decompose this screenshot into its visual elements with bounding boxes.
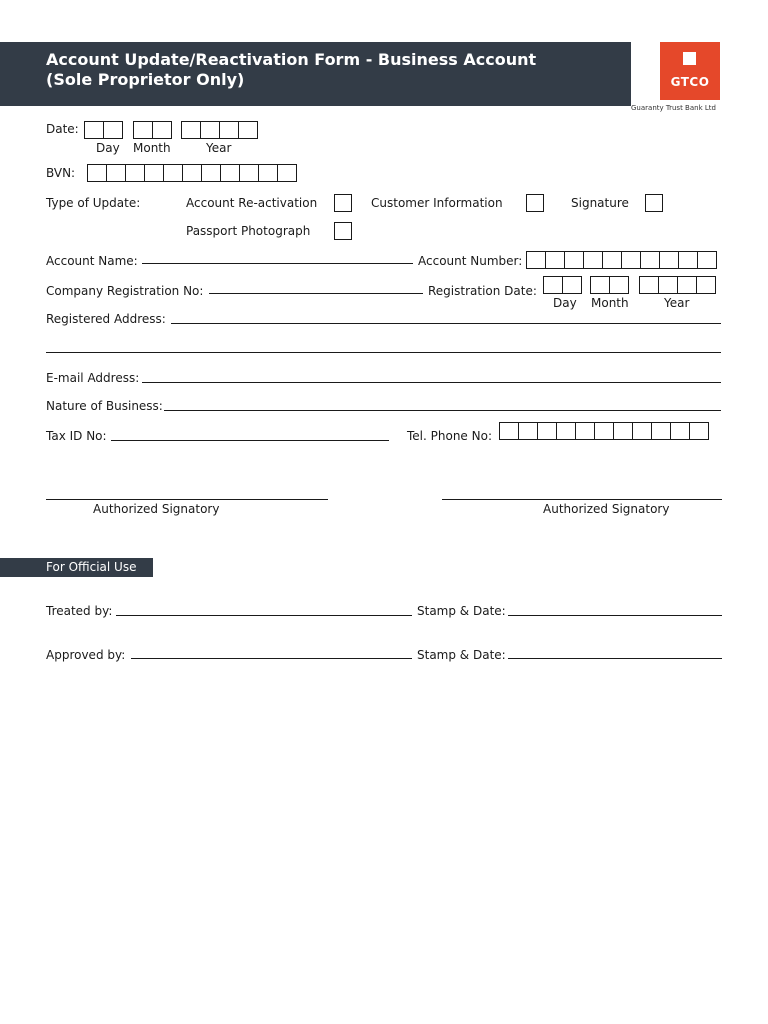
passport-checkbox[interactable] bbox=[334, 222, 352, 240]
bvn-label: BVN: bbox=[46, 166, 76, 180]
date-month-boxes[interactable] bbox=[133, 121, 172, 139]
nature-of-business-field[interactable] bbox=[164, 410, 721, 411]
signatory-1-line[interactable] bbox=[46, 499, 328, 500]
approved-by-label: Approved by: bbox=[46, 648, 126, 662]
reg-date-month-caption: Month bbox=[591, 296, 629, 310]
tax-id-label: Tax ID No: bbox=[46, 429, 107, 443]
stamp-date-field-2[interactable] bbox=[508, 658, 722, 659]
company-reg-field[interactable] bbox=[209, 293, 423, 294]
stamp-date-label-1: Stamp & Date: bbox=[417, 604, 506, 618]
date-label: Date: bbox=[46, 122, 79, 136]
stamp-date-field-1[interactable] bbox=[508, 615, 722, 616]
account-name-field[interactable] bbox=[142, 263, 413, 264]
treated-by-label: Treated by: bbox=[46, 604, 113, 618]
phone-boxes[interactable] bbox=[499, 422, 709, 440]
customer-info-checkbox[interactable] bbox=[526, 194, 544, 212]
reg-date-month-boxes[interactable] bbox=[590, 276, 629, 294]
form-title: Account Update/Reactivation Form - Business Account bbox=[46, 50, 537, 69]
treated-by-field[interactable] bbox=[116, 615, 412, 616]
company-reg-label: Company Registration No: bbox=[46, 284, 204, 298]
account-number-label: Account Number: bbox=[418, 254, 523, 268]
logo-square-icon bbox=[683, 52, 696, 65]
option-reactivation-label: Account Re-activation bbox=[186, 196, 318, 210]
option-signature-label: Signature bbox=[571, 196, 629, 210]
date-month-caption: Month bbox=[133, 141, 171, 155]
bvn-boxes[interactable] bbox=[87, 164, 297, 182]
date-year-boxes[interactable] bbox=[181, 121, 258, 139]
nature-of-business-label: Nature of Business: bbox=[46, 399, 163, 413]
phone-label: Tel. Phone No: bbox=[407, 429, 492, 443]
logo-text: GTCO bbox=[670, 75, 710, 89]
official-use-title: For Official Use bbox=[46, 560, 137, 574]
email-label: E-mail Address: bbox=[46, 371, 140, 385]
tax-id-field[interactable] bbox=[111, 440, 389, 441]
reg-date-label: Registration Date: bbox=[428, 284, 537, 298]
account-name-label: Account Name: bbox=[46, 254, 138, 268]
date-year-caption: Year bbox=[206, 141, 232, 155]
signatory-1-label: Authorized Signatory bbox=[93, 502, 220, 516]
bank-name: Guaranty Trust Bank Ltd bbox=[631, 104, 716, 112]
reactivation-checkbox[interactable] bbox=[334, 194, 352, 212]
form-subtitle: (Sole Proprietor Only) bbox=[46, 70, 245, 89]
reg-date-year-boxes[interactable] bbox=[639, 276, 716, 294]
form-header bbox=[0, 42, 631, 106]
account-number-boxes[interactable] bbox=[526, 251, 717, 269]
date-day-caption: Day bbox=[96, 141, 120, 155]
reg-date-year-caption: Year bbox=[664, 296, 690, 310]
stamp-date-label-2: Stamp & Date: bbox=[417, 648, 506, 662]
registered-address-label: Registered Address: bbox=[46, 312, 166, 326]
registered-address-field-2[interactable] bbox=[46, 352, 721, 353]
option-passport-label: Passport Photograph bbox=[186, 224, 311, 238]
reg-date-day-boxes[interactable] bbox=[543, 276, 582, 294]
email-field[interactable] bbox=[142, 382, 721, 383]
official-use-banner bbox=[0, 558, 153, 577]
signatory-2-line[interactable] bbox=[442, 499, 722, 500]
date-day-boxes[interactable] bbox=[84, 121, 123, 139]
approved-by-field[interactable] bbox=[131, 658, 412, 659]
type-of-update-label: Type of Update: bbox=[46, 196, 141, 210]
registered-address-field[interactable] bbox=[171, 323, 721, 324]
option-customer-info-label: Customer Information bbox=[371, 196, 503, 210]
signature-checkbox[interactable] bbox=[645, 194, 663, 212]
reg-date-day-caption: Day bbox=[553, 296, 577, 310]
signatory-2-label: Authorized Signatory bbox=[543, 502, 670, 516]
gtco-logo bbox=[660, 42, 720, 100]
